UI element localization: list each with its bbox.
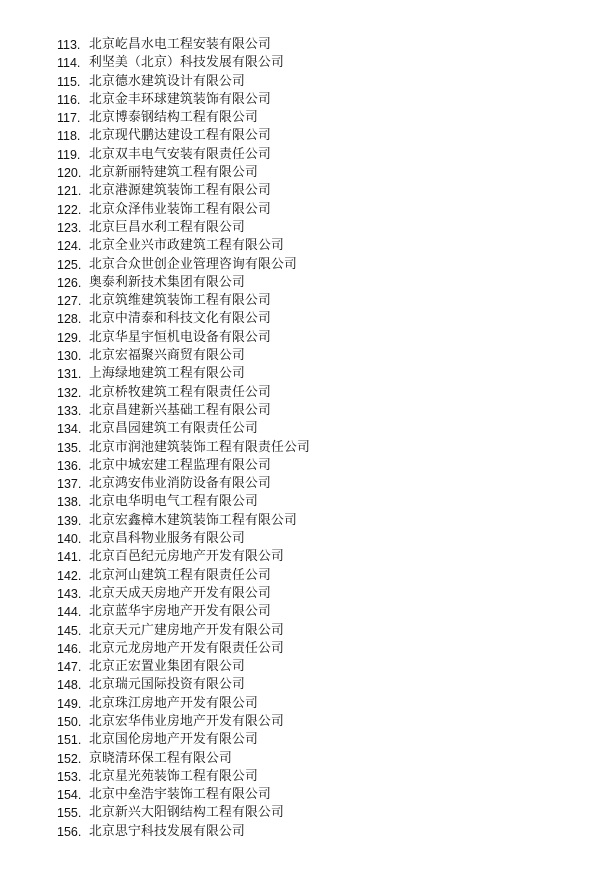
item-number: 114. bbox=[57, 56, 81, 71]
company-name: 北京宏华伟业房地产开发有限公司 bbox=[89, 713, 284, 729]
list-item bbox=[57, 164, 310, 182]
list-item bbox=[57, 658, 310, 676]
company-name: 奥泰利新技术集团有限公司 bbox=[89, 274, 245, 290]
item-number: 153. bbox=[57, 769, 82, 784]
company-name: 北京蓝华宇房地产开发有限公司 bbox=[89, 604, 271, 620]
item-number: 135. bbox=[57, 440, 82, 455]
list-item bbox=[57, 823, 310, 841]
item-number: 147. bbox=[57, 660, 82, 675]
list-item bbox=[57, 622, 310, 640]
company-name: 北京思宁科技发展有限公司 bbox=[89, 823, 245, 839]
company-name: 北京国伦房地产开发有限公司 bbox=[89, 732, 258, 748]
item-number: 143. bbox=[57, 586, 82, 601]
company-name: 北京宏鑫樟木建筑装饰工程有限公司 bbox=[89, 512, 297, 528]
company-name: 北京电华明电气工程有限公司 bbox=[89, 494, 258, 510]
item-number: 129. bbox=[57, 330, 82, 345]
company-list bbox=[57, 36, 310, 841]
list-item bbox=[57, 274, 310, 292]
list-item bbox=[57, 603, 310, 621]
company-name: 北京合众世创企业管理咨询有限公司 bbox=[89, 256, 297, 272]
list-item bbox=[57, 676, 310, 694]
item-number: 156. bbox=[57, 824, 82, 839]
list-item bbox=[57, 109, 310, 127]
list-item bbox=[57, 439, 310, 457]
item-number: 150. bbox=[57, 714, 82, 729]
item-number: 146. bbox=[57, 641, 82, 656]
item-number: 155. bbox=[57, 806, 82, 821]
list-item bbox=[57, 768, 310, 786]
company-name: 北京市润池建筑装饰工程有限责任公司 bbox=[89, 439, 310, 455]
list-item bbox=[57, 384, 310, 402]
item-number: 136. bbox=[57, 458, 82, 473]
item-number: 119. bbox=[57, 147, 81, 162]
item-number: 139. bbox=[57, 513, 82, 528]
list-item bbox=[57, 512, 310, 530]
item-number: 120. bbox=[57, 166, 82, 181]
company-name: 北京桥牧建筑工程有限责任公司 bbox=[89, 384, 271, 400]
list-item bbox=[57, 146, 310, 164]
list-item bbox=[57, 731, 310, 749]
company-name: 北京金丰环球建筑装饰有限公司 bbox=[89, 91, 271, 107]
company-name: 北京中城宏建工程监理有限公司 bbox=[89, 457, 271, 473]
list-item bbox=[57, 365, 310, 383]
list-item bbox=[57, 329, 310, 347]
item-number: 116. bbox=[57, 92, 81, 107]
item-number: 124. bbox=[57, 239, 82, 254]
company-name: 北京德水建筑设计有限公司 bbox=[89, 73, 245, 89]
company-name: 北京元龙房地产开发有限责任公司 bbox=[89, 640, 284, 656]
list-item bbox=[57, 127, 310, 145]
company-name: 北京新丽特建筑工程有限公司 bbox=[89, 165, 258, 181]
list-item bbox=[57, 237, 310, 255]
list-item bbox=[57, 640, 310, 658]
item-number: 137. bbox=[57, 477, 82, 492]
list-item bbox=[57, 420, 310, 438]
item-number: 126. bbox=[57, 275, 82, 290]
company-name: 北京港源建筑装饰工程有限公司 bbox=[89, 183, 271, 199]
company-name: 北京正宏置业集团有限公司 bbox=[89, 659, 245, 675]
company-name: 北京昌园建筑工有限责任公司 bbox=[89, 421, 258, 437]
list-item bbox=[57, 493, 310, 511]
company-name: 北京星光苑装饰工程有限公司 bbox=[89, 768, 258, 784]
list-item bbox=[57, 695, 310, 713]
company-name: 北京筑维建筑装饰工程有限公司 bbox=[89, 293, 271, 309]
company-name: 北京华星宇恒机电设备有限公司 bbox=[89, 329, 271, 345]
item-number: 130. bbox=[57, 349, 82, 364]
item-number: 144. bbox=[57, 605, 82, 620]
item-number: 145. bbox=[57, 623, 82, 638]
item-number: 115. bbox=[57, 74, 81, 89]
company-name: 北京屹昌水电工程安装有限公司 bbox=[89, 37, 271, 52]
item-number: 134. bbox=[57, 422, 82, 437]
item-number: 140. bbox=[57, 532, 82, 547]
company-name: 北京双丰电气安装有限责任公司 bbox=[89, 146, 271, 162]
list-item bbox=[57, 750, 310, 768]
list-item bbox=[57, 713, 310, 731]
item-number: 122. bbox=[57, 202, 82, 217]
company-name: 北京博泰钢结构工程有限公司 bbox=[89, 110, 258, 126]
list-item bbox=[57, 73, 310, 91]
company-name: 北京现代鹏达建设工程有限公司 bbox=[89, 128, 271, 144]
company-name: 北京巨昌水利工程有限公司 bbox=[89, 219, 245, 235]
list-item bbox=[57, 567, 310, 585]
item-number: 131. bbox=[57, 367, 82, 382]
list-item bbox=[57, 347, 310, 365]
item-number: 125. bbox=[57, 257, 82, 272]
list-item bbox=[57, 475, 310, 493]
item-number: 118. bbox=[57, 129, 81, 144]
company-name: 北京百邑纪元房地产开发有限公司 bbox=[89, 549, 284, 565]
company-name: 北京鸿安伟业消防设备有限公司 bbox=[89, 476, 271, 492]
list-item bbox=[57, 548, 310, 566]
item-number: 128. bbox=[57, 312, 82, 327]
company-name: 北京中清泰和科技文化有限公司 bbox=[89, 311, 271, 327]
item-number: 152. bbox=[57, 751, 82, 766]
list-item bbox=[57, 310, 310, 328]
item-number: 132. bbox=[57, 385, 82, 400]
company-name: 北京珠江房地产开发有限公司 bbox=[89, 695, 258, 711]
item-number: 154. bbox=[57, 788, 82, 803]
list-item bbox=[57, 219, 310, 237]
list-item bbox=[57, 585, 310, 603]
item-number: 123. bbox=[57, 220, 82, 235]
company-name: 北京新兴大阳钢结构工程有限公司 bbox=[89, 805, 284, 821]
list-item bbox=[57, 256, 310, 274]
company-name: 北京河山建筑工程有限责任公司 bbox=[89, 567, 271, 583]
company-name: 北京天元广建房地产开发有限公司 bbox=[89, 622, 284, 638]
list-item bbox=[57, 457, 310, 475]
item-number: 151. bbox=[57, 733, 82, 748]
company-name: 北京昌建新兴基础工程有限公司 bbox=[89, 402, 271, 418]
list-item bbox=[57, 182, 310, 200]
item-number: 127. bbox=[57, 294, 82, 309]
company-name: 北京瑞元国际投资有限公司 bbox=[89, 677, 245, 693]
list-item bbox=[57, 292, 310, 310]
company-name: 北京众泽伟业装饰工程有限公司 bbox=[89, 201, 271, 217]
item-number: 117. bbox=[57, 111, 81, 126]
item-number: 148. bbox=[57, 678, 82, 693]
company-name: 北京宏福聚兴商贸有限公司 bbox=[89, 348, 245, 364]
item-number: 141. bbox=[57, 550, 82, 565]
company-name: 京晓清环保工程有限公司 bbox=[89, 750, 232, 766]
company-name: 北京昌科物业服务有限公司 bbox=[89, 531, 245, 547]
list-item bbox=[57, 402, 310, 420]
company-name: 上海绿地建筑工程有限公司 bbox=[89, 366, 245, 382]
company-name: 利坚美（北京）科技发展有限公司 bbox=[89, 55, 284, 71]
company-name: 北京全业兴市政建筑工程有限公司 bbox=[89, 238, 284, 254]
company-name: 北京中垒浩宇装饰工程有限公司 bbox=[89, 787, 271, 803]
item-number: 149. bbox=[57, 696, 82, 711]
list-item bbox=[57, 36, 310, 54]
list-item bbox=[57, 804, 310, 822]
company-name: 北京天成天房地产开发有限公司 bbox=[89, 585, 271, 601]
list-item bbox=[57, 91, 310, 109]
list-item bbox=[57, 54, 310, 72]
list-item bbox=[57, 201, 310, 219]
item-number: 138. bbox=[57, 495, 82, 510]
item-number: 142. bbox=[57, 568, 82, 583]
item-number: 133. bbox=[57, 403, 82, 418]
item-number: 113. bbox=[57, 38, 81, 52]
list-item bbox=[57, 786, 310, 804]
item-number: 121. bbox=[57, 184, 82, 199]
list-item bbox=[57, 530, 310, 548]
